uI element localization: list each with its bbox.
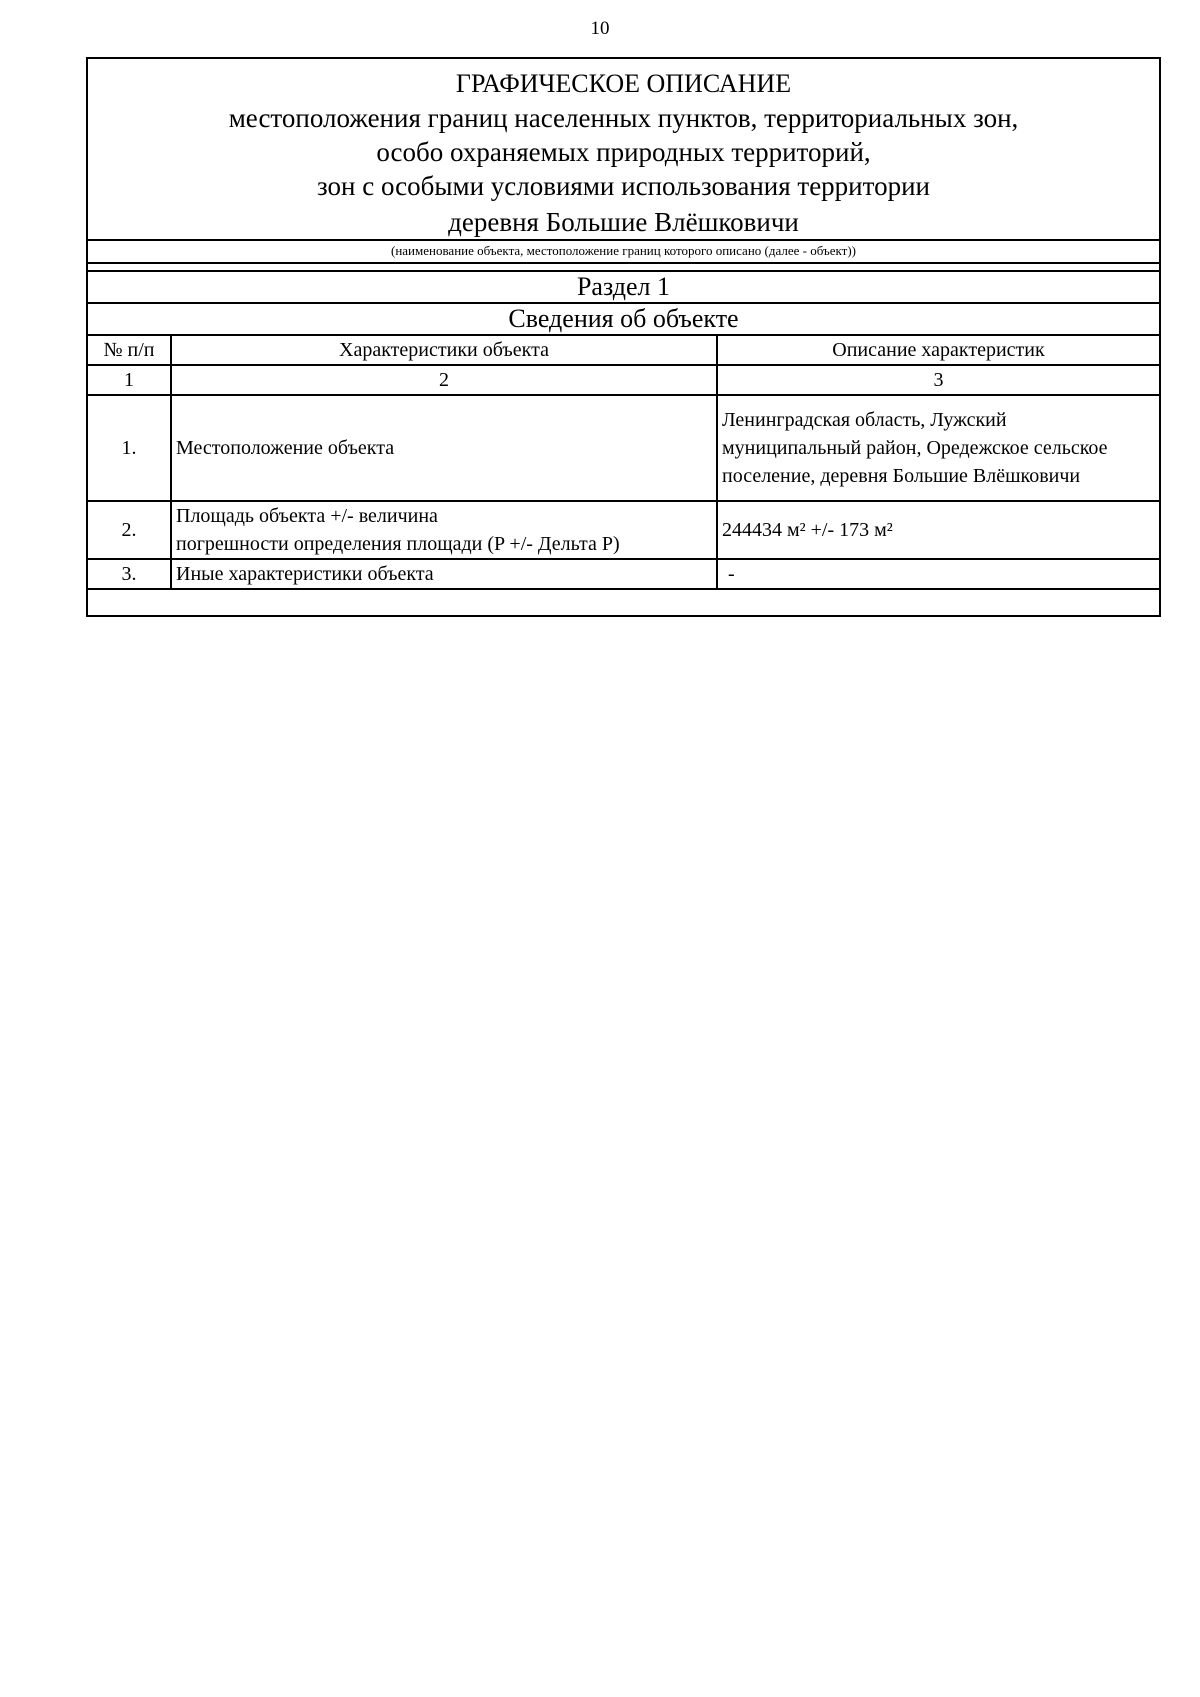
column-index: 2 <box>171 365 717 395</box>
header-number: № п/п <box>88 336 171 365</box>
column-index: 1 <box>88 365 171 395</box>
row-characteristic: Иные характеристики объекта <box>171 559 717 589</box>
header-description: Описание характеристик <box>717 336 1159 365</box>
table-header-row <box>88 336 1159 365</box>
title-line-2: местоположения границ населенных пунктов, территориальных зон, <box>228 103 1019 133</box>
title-block <box>88 59 1159 241</box>
object-caption: (наименование объекта, местоположение границ которого описано (далее - объект)) <box>88 241 1159 264</box>
header-characteristic: Характеристики объекта <box>171 336 717 365</box>
table-row <box>88 395 1159 501</box>
spacer-row <box>88 264 1159 272</box>
object-info-table <box>88 336 1159 615</box>
table-row <box>88 559 1159 589</box>
row-number: 2. <box>88 501 171 559</box>
title-line-4: зон с особыми условиями использования территории <box>317 171 930 201</box>
characteristic-line: погрешности определения площади (P +/- Дельта P) <box>176 533 620 555</box>
row-characteristic <box>171 501 717 559</box>
row-characteristic: Местоположение объекта <box>171 395 717 501</box>
section-title: Раздел 1 <box>88 272 1159 304</box>
description-line: Ленинградская область, Лужский <box>722 409 1007 431</box>
characteristic-line: Площадь объекта +/- величина <box>176 505 438 527</box>
table-empty-row <box>88 589 1159 615</box>
row-number: 1. <box>88 395 171 501</box>
row-description: - <box>717 559 1159 589</box>
description-line: муниципальный район, Оредежское сельское <box>722 437 1108 459</box>
row-description <box>717 395 1159 501</box>
description-line: поселение, деревня Большие Влёшковичи <box>722 465 1081 487</box>
row-description: 244434 м² +/- 173 м² <box>717 501 1159 559</box>
document-title: ГРАФИЧЕСКОЕ ОПИСАНИЕ <box>455 69 792 98</box>
table-index-row <box>88 365 1159 395</box>
row-number: 3. <box>88 559 171 589</box>
section-subtitle: Сведения об объекте <box>88 304 1159 336</box>
empty-cell <box>88 589 1159 615</box>
title-line-3: особо охраняемых природных территорий, <box>376 137 871 167</box>
object-name: деревня Большие Влёшковичи <box>448 207 799 237</box>
page-number: 10 <box>590 18 610 39</box>
document-frame <box>86 57 1161 617</box>
table-row <box>88 501 1159 559</box>
column-index: 3 <box>717 365 1159 395</box>
